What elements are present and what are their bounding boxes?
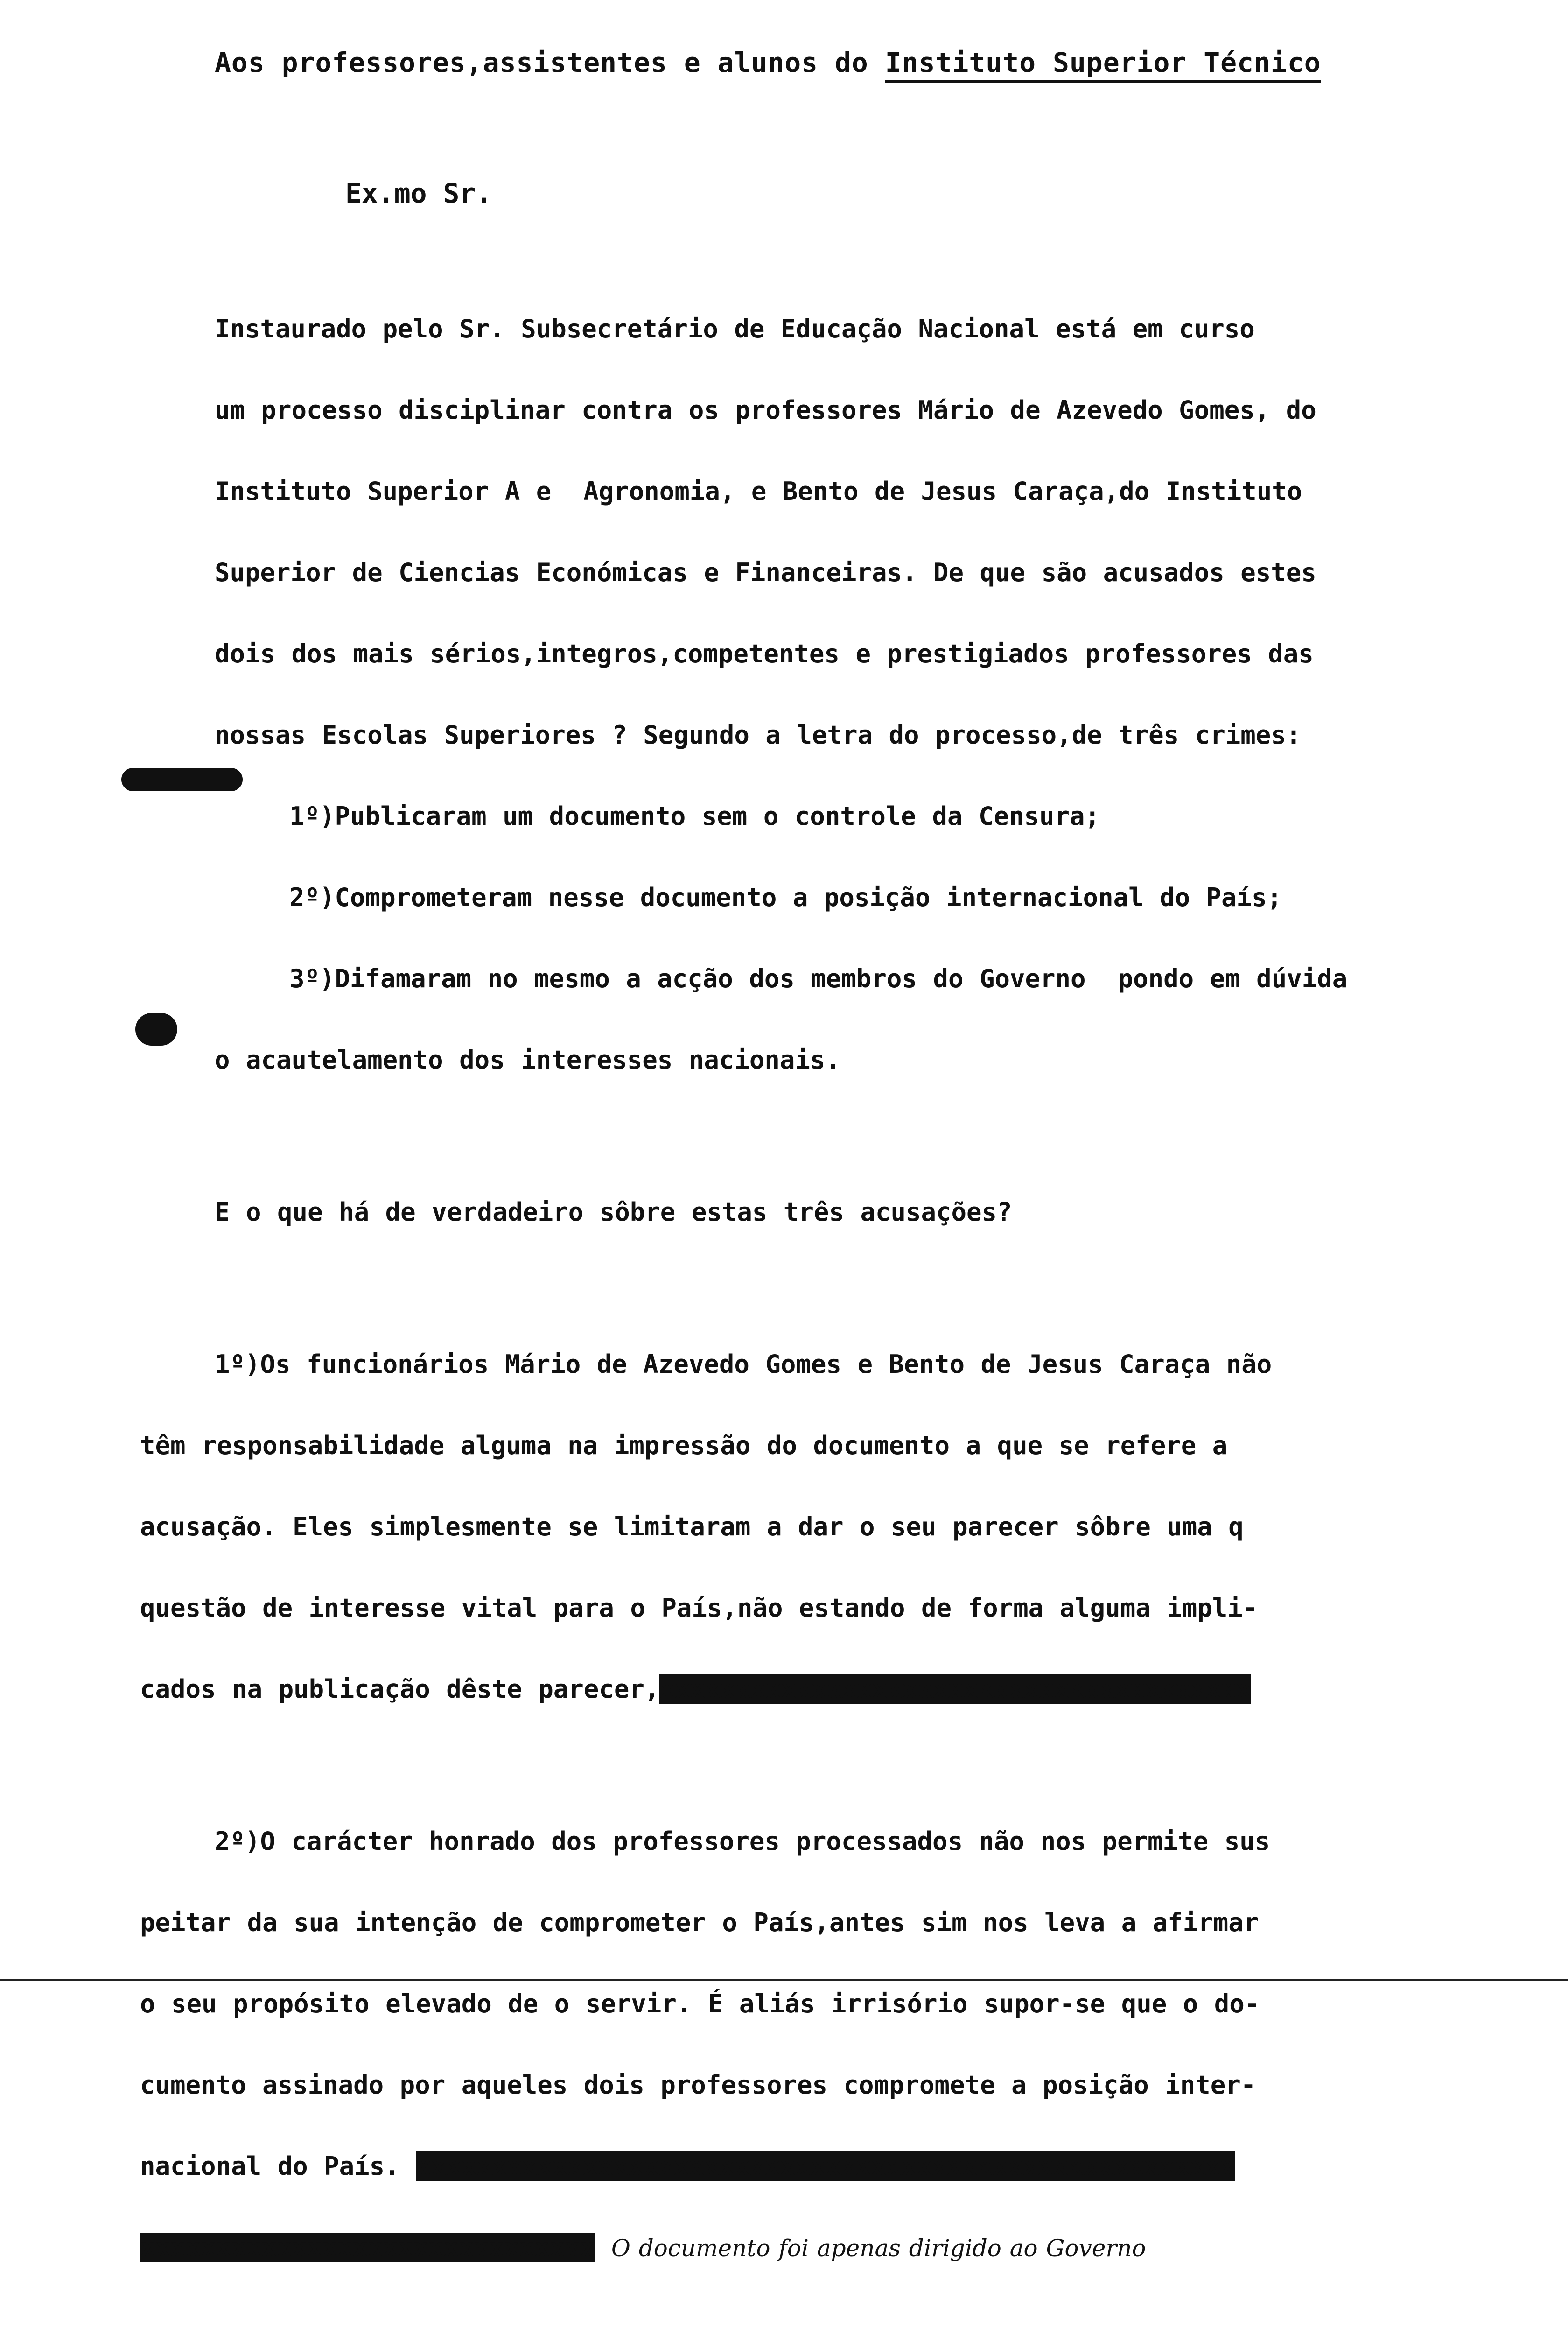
reply-1-line: questão de interesse vital para o País,não estando de forma alguma impli-	[140, 1593, 1258, 1623]
charges-tail: o acautelamento dos interesses nacionais.	[215, 1045, 840, 1075]
charge-item: 1º)Publicaram um documento sem o controle da Censura;	[289, 801, 1100, 831]
reply-1-line: têm responsabilidade alguma na impressão do documento a que se refere a	[140, 1431, 1228, 1460]
redaction-bar: xxxxxxxxxxxxxxxxxxxxxxxxxxxxxxxxxxxxxxx	[659, 1674, 1252, 1704]
reply-2-line: 2º)O carácter honrado dos professores processados não nos permite sus	[215, 1827, 1270, 1856]
reply-1-last: cados na publicação dêste parecer,	[140, 1674, 660, 1704]
reply-2-line: o seu propósito elevado de o servir. É aliás irrisório supor-se que o do-	[140, 1989, 1260, 2018]
intro-paragraph	[140, 261, 1475, 1128]
header-prefix: Aos professores,assistentes e alunos do	[215, 47, 885, 78]
intro-line: um processo disciplinar contra os professores Mário de Azevedo Gomes, do	[215, 395, 1316, 425]
reply-1-line: acusação. Eles simplesmente se limitaram a dar o seu parecer sôbre uma q	[140, 1512, 1244, 1541]
question-text: E o que há de verdadeiro sôbre estas três acusações?	[215, 1197, 1012, 1227]
intro-line: Instituto Superior A e Agronomia, e Bento de Jesus Caraça,do Instituto	[215, 477, 1302, 506]
intro-line: Instaurado pelo Sr. Subsecretário de Educação Nacional está em curso	[215, 314, 1255, 344]
ink-blot-left	[121, 768, 243, 791]
reply-2-line	[140, 2234, 1475, 2262]
header-institute: Instituto Superior Técnico	[885, 47, 1321, 83]
question-line	[140, 1145, 1475, 1280]
reply-2-line	[140, 2153, 1475, 2180]
salutation: Ex.mo Sr.	[345, 177, 492, 209]
letter-body	[140, 261, 1475, 2334]
reply-3-paragraph	[140, 2333, 1475, 2334]
reply-2-last: nacional do País.	[140, 2151, 400, 2181]
page-bottom-edge	[0, 1979, 1568, 1981]
handwritten-note: O documento foi apenas dirigido ao Governo	[611, 2235, 1146, 2262]
intro-line: Superior de Ciencias Económicas e Financeiras. De que são acusados estes	[215, 558, 1316, 587]
charge-item: 2º)Comprometeram nesse documento a posição internacional do País;	[289, 883, 1282, 912]
reply-2-line: cumento assinado por aqueles dois professores compromete a posição inter-	[140, 2070, 1256, 2100]
charge-item: 3º)Difamaram no mesmo a acção dos membros do Governo pondo em dúvida	[289, 964, 1348, 993]
document-header	[215, 47, 1447, 78]
intro-line: dois dos mais sérios,integros,competentes e prestigiados professores das	[215, 639, 1314, 668]
redaction-bar: xxxxxxxxxxxxxxxxxxxxxxxxxxxxxx	[140, 2233, 595, 2262]
intro-line: nossas Escolas Superiores ? Segundo a letra do processo,de três crimes:	[215, 720, 1302, 750]
reply-2-line: peitar da sua intenção de comprometer o País,antes sim nos leva a afirmar	[140, 1908, 1259, 1937]
ink-blot-margin	[135, 1013, 177, 1046]
reply-1-line: 1º)Os funcionários Mário de Azevedo Gomes e Bento de Jesus Caraça não	[215, 1350, 1272, 1379]
reply-2-paragraph	[140, 1774, 1475, 2316]
redaction-bar: xxxxxxxxxxxxxxxxxxxxxxxxxxxxxxxxxxxxxxxxxxxxxxxxxxxxxx	[416, 2151, 1235, 2181]
reply-1-line	[140, 1676, 1475, 1703]
reply-1-paragraph	[140, 1297, 1475, 1757]
